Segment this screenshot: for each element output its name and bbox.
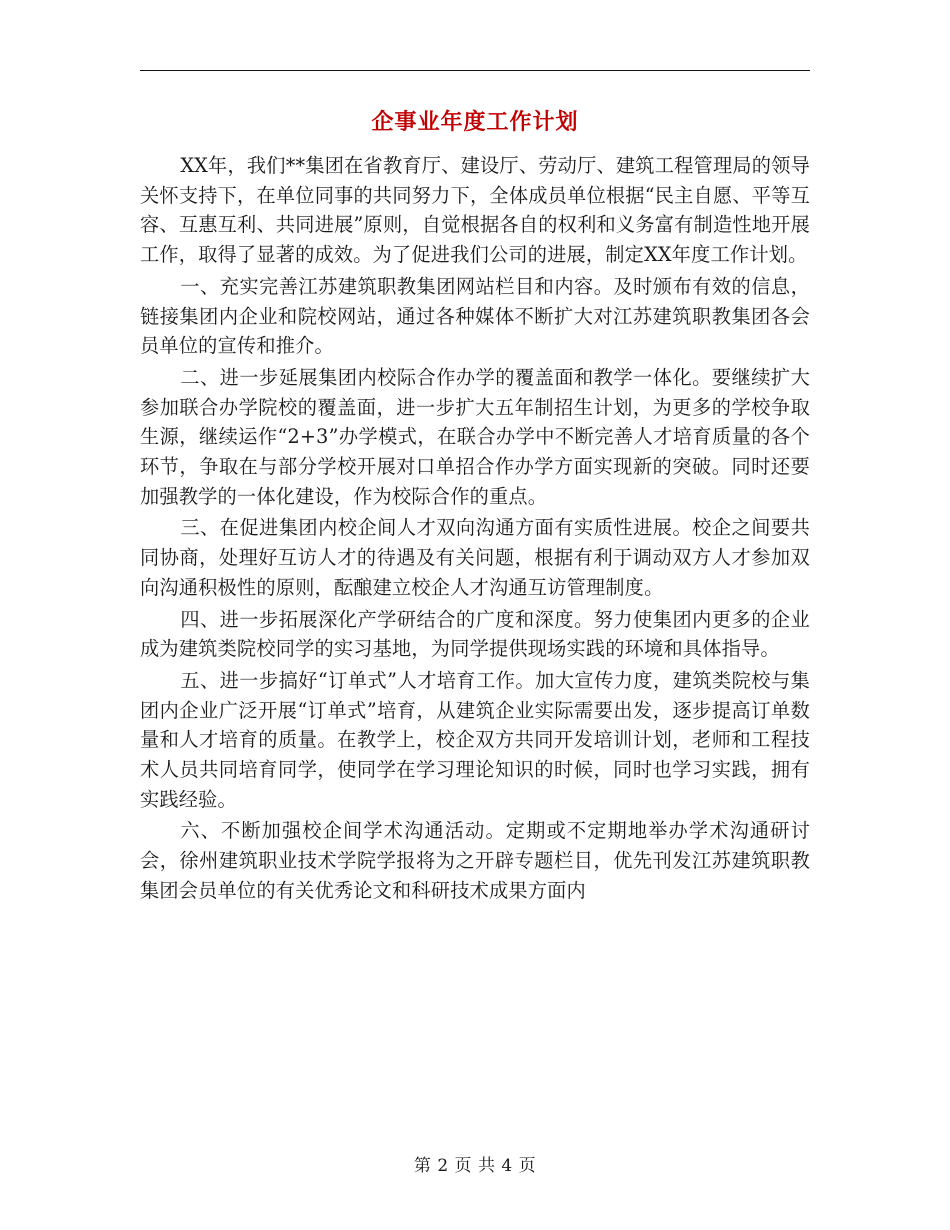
paragraph-item-2: 二、进一步延展集团内校际合作办学的覆盖面和教学一体化。要继续扩大参加联合办学院校的覆盖面，进一步扩大五年制招生计划，为更多的学校争取生源，继续运作“2+3”办学模式，在联合办学中不断完善人才培育质量的各个环节，争取在与部分学校开展对口单招合作办学方面实现新的突破。同时还要加强教学的一体化建设，作为校际合作的重点。 xyxy=(140,365,810,508)
document-body xyxy=(140,151,810,908)
paragraph-intro: XX年，我们**集团在省教育厅、建设厅、劳动厅、建筑工程管理局的领导关怀支持下，在单位同事的共同努力下，全体成员单位根据“民主自愿、平等互容、互惠互利、共同进展”原则，自觉根据各自的权利和义务富有制造性地开展工作，取得了显著的成效。为了促进我们公司的进展，制定XX年度工作计划。 xyxy=(140,154,810,267)
paragraph-item-3: 三、在促进集团内校企间人才双向沟通方面有实质性进展。校企之间要共同协商，处理好互访人才的待遇及有关问题，根据有利于调动双方人才参加双向沟通积极性的原则，酝酿建立校企人才沟通互访管理制度。 xyxy=(140,516,810,599)
document-title: 企事业年度工作计划 xyxy=(371,110,579,135)
header-rule xyxy=(140,70,810,71)
paragraph-item-4: 四、进一步拓展深化产学研结合的广度和深度。努力使集团内更多的企业成为建筑类院校同学的实习基地，为同学提供现场实践的环境和具体指导。 xyxy=(140,607,810,661)
paragraph-item-6: 六、不断加强校企间学术沟通活动。定期或不定期地举办学术沟通研讨会，徐州建筑职业技术学院学报将为之开辟专题栏目，优先刊发江苏建筑职教集团会员单位的有关优秀论文和科研技术成果方面内 xyxy=(140,819,810,902)
paragraph-item-5: 五、进一步搞好“订单式”人才培育工作。加大宣传力度，建筑类院校与集团内企业广泛开展“订单式”培育，从建筑企业实际需要出发，逐步提高订单数量和人才培育的质量。在教学上，校企双方共同开发培训计划，老师和工程技术人员共同培育同学，使同学在学习理论知识的时候，同时也学习实践，拥有实践经验。 xyxy=(140,668,810,811)
page-number-footer: 第 2 页 共 4 页 xyxy=(413,1156,537,1176)
paragraph-item-1: 一、充实完善江苏建筑职教集团网站栏目和内容。及时颁布有效的信息，链接集团内企业和院校网站，通过各种媒体不断扩大对江苏建筑职教集团各会员单位的宣传和推介。 xyxy=(140,274,810,358)
